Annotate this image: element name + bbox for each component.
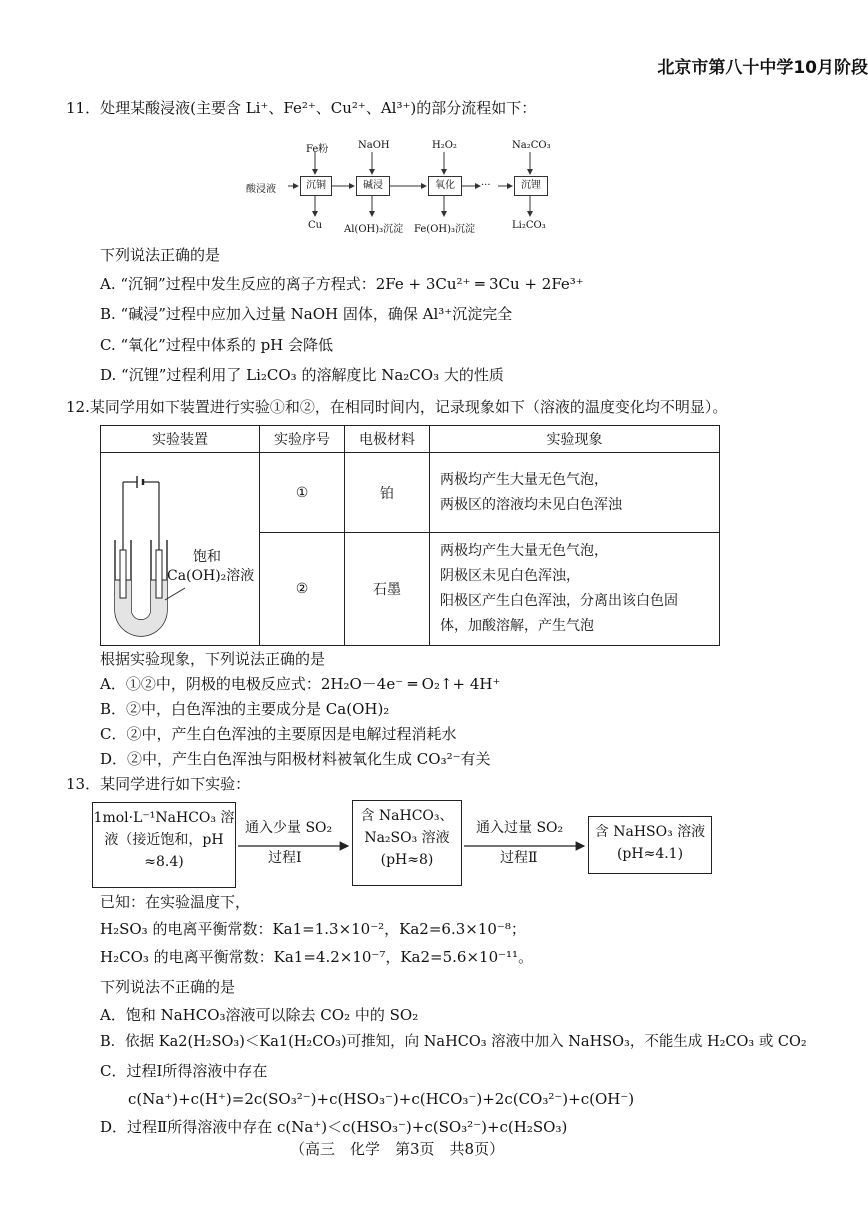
q11-option-b: B. “碱浸”过程中应加入过量 NaOH 固体，确保 Al³⁺沉淀完全 <box>100 305 513 323</box>
row2-obs-line: 阴极区未见白色浑浊， <box>440 568 580 584</box>
q11-option-c: C. “氧化”过程中体系的 pH 会降低 <box>100 336 334 354</box>
q11-option-a: A. “沉铜”过程中发生反应的离子方程式：2Fe + 3Cu²⁺ ═ 3Cu + 2Fe³⁺ <box>100 275 584 293</box>
row2-observation <box>430 533 720 646</box>
th-electrode: 电极材料 <box>345 426 430 453</box>
box2-line: Na₂SO₃ 溶液 <box>364 830 450 846</box>
box1-line: 液（接近饱和，pH <box>104 832 224 848</box>
q13-option-a: A．饱和 NaHCO₃溶液可以除去 CO₂ 中的 SO₂ <box>100 1006 419 1024</box>
q13-option-b: B．依据 Ka2(H₂SO₃)＜Ka1(H₂CO₃)可推知，向 NaHCO₃ 溶液中加入 NaHSO₃，不能生成 H₂CO₃ 或 CO₂ <box>100 1034 807 1050</box>
row2-obs-line: 阳极区产生白色浑浊，分离出该白色固 <box>440 593 678 609</box>
flow-reagent-2: NaOH <box>358 140 390 151</box>
box2-line: 含 NaHCO₃、 <box>360 808 454 824</box>
known-line-3: H₂CO₃ 的电离平衡常数：Ka1=4.2×10⁻⁷，Ka2=5.6×10⁻¹¹。 <box>100 948 534 966</box>
flow-product-2: Al(OH)₃沉淀 <box>344 224 404 235</box>
arrow1-top: 通入少量 SO₂ <box>245 820 333 836</box>
q13-option-c-formula: c(Na⁺)+c(H⁺)=2c(SO₃²⁻)+c(HSO₃⁻)+c(HCO₃⁻)+2c(CO₃²⁻)+c(OH⁻) <box>128 1090 635 1108</box>
flow-step-2: 碱浸 <box>356 176 390 196</box>
q13-option-d: D．过程Ⅱ所得溶液中存在 c(Na⁺)＜c(HSO₃⁻)+c(SO₃²⁻)+c(H₂SO₃) <box>100 1118 568 1136</box>
arrow2-bottom: 过程Ⅱ <box>500 850 538 866</box>
q11-flowchart <box>240 138 600 238</box>
q13-option-c: C．过程Ⅰ所得溶液中存在 <box>100 1062 268 1080</box>
flow-product-4: Li₂CO₃ <box>512 220 546 231</box>
apparatus-label-2: Ca(OH)₂溶液 <box>167 568 255 584</box>
flow-step-3: 氧化 <box>428 176 462 196</box>
th-observation: 实验现象 <box>430 426 720 453</box>
arrow2-top: 通入过量 SO₂ <box>476 820 564 836</box>
flow-product-3: Fe(OH)₃沉淀 <box>414 224 476 235</box>
flow-step-4: 沉锂 <box>514 176 548 196</box>
apparatus-cell <box>101 453 260 646</box>
u-tube-diagram <box>101 460 257 638</box>
th-number: 实验序号 <box>260 426 345 453</box>
q12-option-c: C．②中，产生白色浑浊的主要原因是电解过程消耗水 <box>100 725 457 743</box>
box2-line: (pH≈8) <box>380 852 434 868</box>
row2-electrode: 石墨 <box>345 533 430 646</box>
flow-reagent-1: Fe粉 <box>306 144 329 155</box>
school-header: 北京市第八十中学10月阶段 <box>657 58 868 78</box>
page-footer: （高三 化学 第3页 共8页） <box>290 1140 505 1158</box>
row1-observation <box>430 453 720 533</box>
row1-obs-line: 两极区的溶液均未见白色浑浊 <box>440 496 622 513</box>
q11-stem: 11．处理某酸浸液(主要含 Li⁺、Fe²⁺、Cu²⁺、Al³⁺)的部分流程如下： <box>66 99 537 117</box>
apparatus-label-1: 饱和 <box>193 549 221 565</box>
flow-step-1: 沉铜 <box>300 176 332 196</box>
row2-number: ② <box>260 533 345 646</box>
q12-table <box>100 425 720 646</box>
q13-stem: 13．某同学进行如下实验： <box>66 775 251 793</box>
flow-input: 酸浸液 <box>246 184 276 195</box>
flow-product-1: Cu <box>308 220 323 231</box>
q11-prompt: 下列说法正确的是 <box>100 246 221 264</box>
q12-option-a: A．①②中，阴极的电极反应式：2H₂O－4e⁻ ═ O₂↑+ 4H⁺ <box>100 675 501 693</box>
row1-obs-line: 两极均产生大量无色气泡， <box>440 471 608 488</box>
q11-option-d: D. “沉锂”过程利用了 Li₂CO₃ 的溶解度比 Na₂CO₃ 大的性质 <box>100 366 504 384</box>
th-apparatus: 实验装置 <box>101 426 260 453</box>
box3-line: (pH≈4.1) <box>616 846 684 862</box>
q12-prompt: 根据实验现象，下列说法正确的是 <box>100 650 326 668</box>
row1-number: ① <box>260 453 345 533</box>
q13-prompt: 下列说法不正确的是 <box>100 978 236 996</box>
row1-electrode: 铂 <box>345 453 430 533</box>
flow-ellipsis: ··· <box>481 180 491 191</box>
box1-line: 1mol·L⁻¹NaHCO₃ 溶 <box>93 810 235 826</box>
arrow1-bottom: 过程Ⅰ <box>268 850 302 866</box>
known-line-1: 已知：在实验温度下， <box>100 893 251 911</box>
flow-reagent-3: H₂O₂ <box>432 140 457 151</box>
q12-option-b: B．②中，白色浑浊的主要成分是 Ca(OH)₂ <box>100 700 390 718</box>
box1-line: ≈8.4) <box>144 854 184 870</box>
row2-obs-line: 两极均产生大量无色气泡， <box>440 543 608 559</box>
q13-arrows <box>0 826 868 866</box>
flow-reagent-4: Na₂CO₃ <box>512 140 551 151</box>
row2-obs-line: 体，加酸溶解，产生气泡 <box>440 618 594 634</box>
q12-option-d: D．②中，产生白色浑浊与阳极材料被氧化生成 CO₃²⁻有关 <box>100 750 491 768</box>
box3-line: 含 NaHSO₃ 溶液 <box>594 824 706 840</box>
q12-stem: 12.某同学用如下装置进行实验①和②，在相同时间内，记录现象如下（溶液的温度变化均不明显）。 <box>66 398 728 416</box>
known-line-2: H₂SO₃ 的电离平衡常数：Ka1=1.3×10⁻²，Ka2=6.3×10⁻⁸； <box>100 920 526 938</box>
